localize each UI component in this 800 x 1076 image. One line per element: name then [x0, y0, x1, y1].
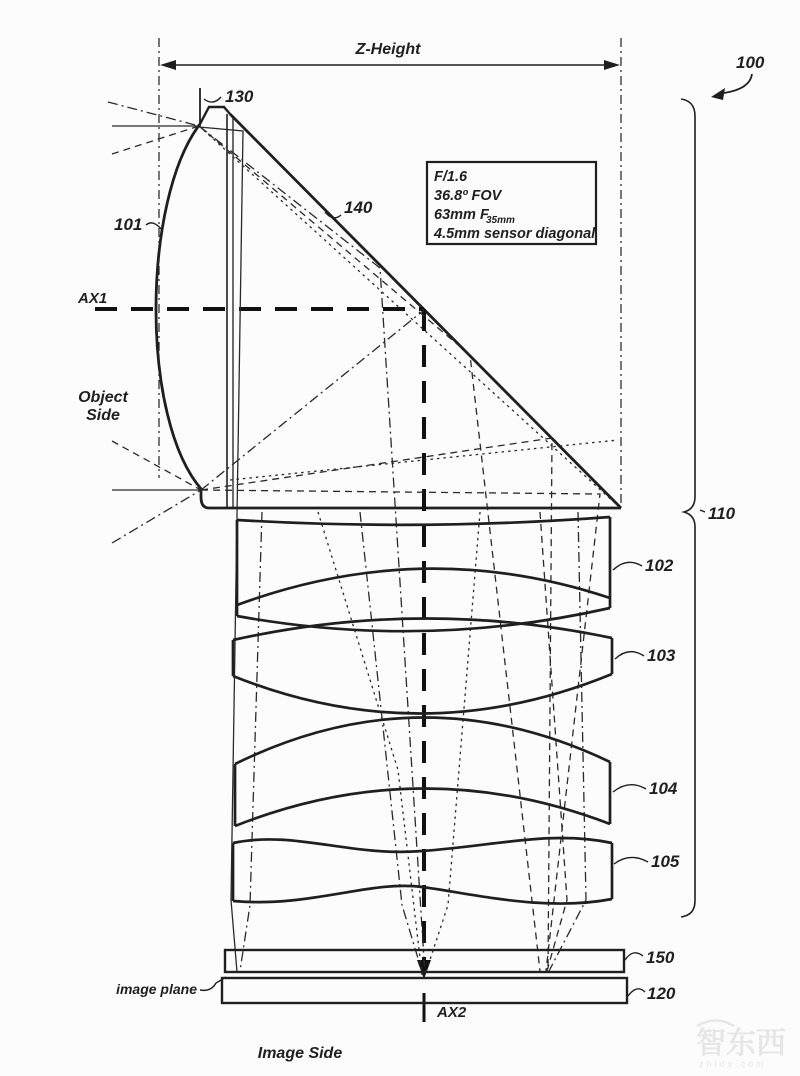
- light-ray: [112, 441, 201, 490]
- spec-sensor: 4.5mm sensor diagonal: [434, 226, 596, 242]
- watermark-logo-arc: [697, 1021, 734, 1027]
- figure-number-label: 100: [736, 53, 765, 72]
- light-ray: [201, 490, 600, 971]
- light-ray: [201, 310, 424, 490]
- light-ray: [108, 102, 199, 126]
- leader-105: [614, 857, 648, 864]
- lens-105-top-surface: [233, 838, 612, 852]
- watermark-domain: zhidx.com: [699, 1059, 767, 1069]
- leader-104: [613, 785, 646, 792]
- ax2-label: AX2: [437, 1004, 467, 1021]
- spec-focal: 63mm F: [434, 207, 489, 223]
- figure-number-arrow: [724, 74, 752, 93]
- prism-apex: [200, 107, 230, 124]
- arrowhead-left: [160, 60, 176, 70]
- z-height-dimension: [159, 38, 621, 506]
- leader-150: [625, 953, 643, 960]
- ax1-label: AX1: [78, 290, 108, 307]
- label-103: 103: [647, 646, 676, 665]
- leader-101: [146, 223, 162, 230]
- label-102: 102: [645, 556, 674, 575]
- light-ray: [360, 512, 423, 975]
- label-130: 130: [225, 87, 254, 106]
- leader-130: [204, 97, 221, 102]
- light-ray: [318, 512, 422, 975]
- light-ray: [112, 490, 201, 543]
- label-104: 104: [649, 779, 678, 798]
- label-150: 150: [646, 948, 675, 967]
- optical-axes: [95, 309, 431, 1022]
- watermark-brand: 智东西: [696, 1027, 786, 1060]
- label-110: 110: [708, 504, 736, 523]
- spec-aperture: F/1.6: [434, 169, 468, 185]
- image-plane-label: image plane: [116, 981, 197, 997]
- label-101: 101: [114, 215, 143, 234]
- watermark: [696, 1021, 786, 1070]
- leader-103: [615, 652, 644, 659]
- label-120: 120: [647, 984, 676, 1003]
- label-105: 105: [651, 852, 680, 871]
- z-height-label: Z-Height: [355, 41, 421, 58]
- spec-box: [427, 162, 596, 244]
- object-side-label-line1: Object: [78, 389, 128, 406]
- figure-number-arrowhead: [711, 88, 725, 100]
- light-ray: [425, 512, 480, 975]
- arrowhead-right: [604, 60, 620, 70]
- lens-element-103: [233, 618, 612, 713]
- spec-focal-subscript: 35mm: [486, 215, 515, 226]
- leader-120: [628, 989, 645, 996]
- image-side-label: Image Side: [257, 1045, 343, 1062]
- leader-110: [700, 510, 705, 512]
- leader-102: [613, 562, 642, 570]
- light-ray: [201, 438, 552, 971]
- spec-fov: 36.8º FOV: [434, 188, 502, 204]
- label-140: 140: [344, 198, 373, 217]
- lens-element-104: [235, 717, 610, 826]
- lens-stack-bracket: [681, 99, 695, 917]
- lens-102-top-surface: [237, 517, 610, 525]
- object-side-label-line2: Side: [86, 407, 120, 424]
